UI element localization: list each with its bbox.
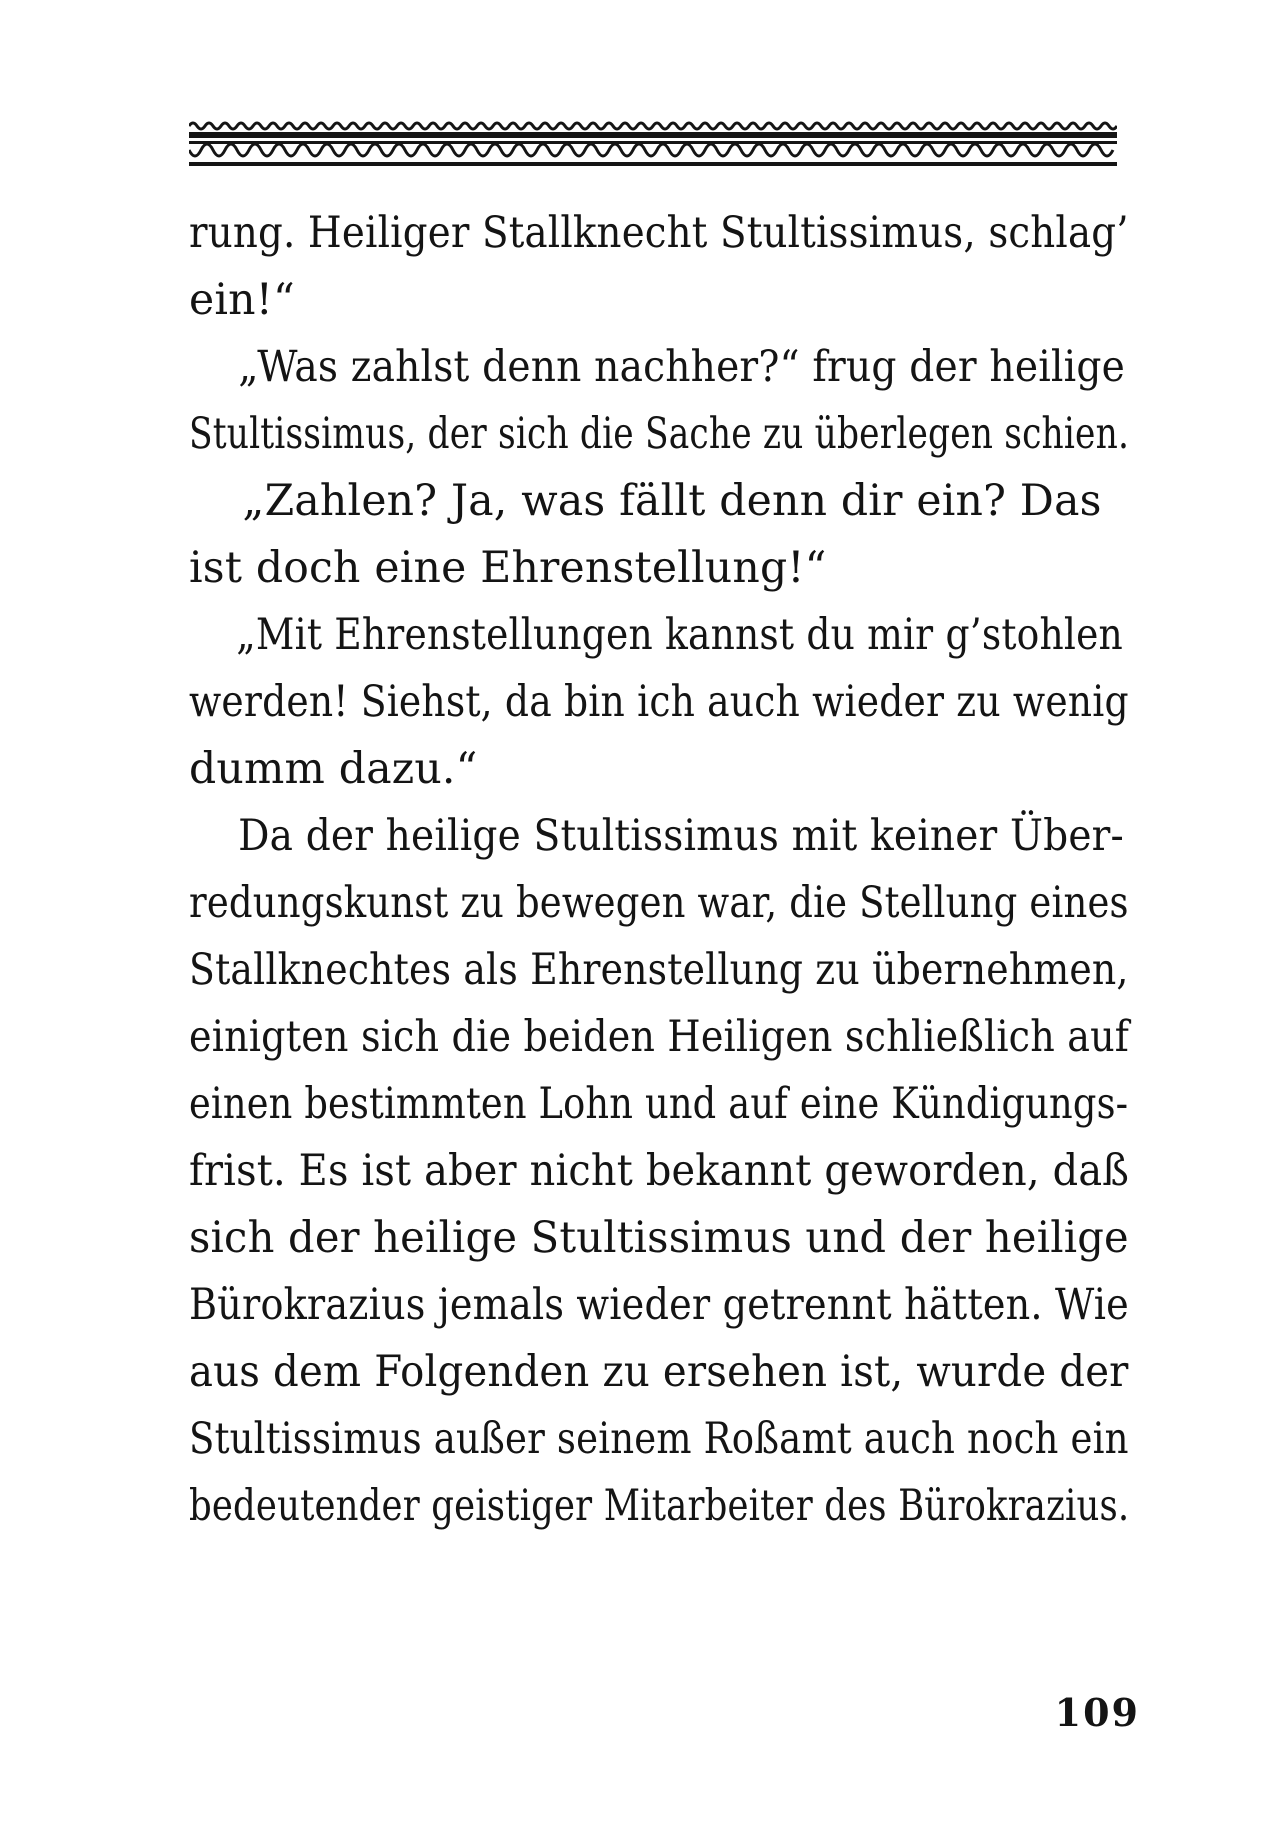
text-line: Bürokrazius jemals wieder getrennt hätten. Wie [189, 1280, 1129, 1330]
text-line: dumm dazu.“ [189, 744, 478, 794]
text-line: sich der heilige Stultissimus und der heilige [189, 1213, 1129, 1263]
text-line: redungskunst zu bewegen war, die Stellung eines [189, 878, 1129, 928]
text-line: Stallknechtes als Ehrenstellung zu übernehmen, [189, 945, 1129, 995]
text-line: Stultissimus außer seinem Roßamt auch noch ein [189, 1414, 1129, 1464]
text-line: ist doch eine Ehrenstellung!“ [189, 543, 827, 593]
header-ornament [189, 118, 1117, 170]
text-line: Da der heilige Stultissimus mit keiner Über- [238, 811, 1124, 861]
text-line: einen bestimmten Lohn und auf eine Kündigungs- [189, 1079, 1129, 1129]
text-line: „Was zahlst denn nachher?“ frug der heilige [238, 342, 1125, 392]
text-line: werden! Siehst, da bin ich auch wieder zu wenig [189, 677, 1129, 727]
text-line: frist. Es ist aber nicht bekannt geworden, daß [189, 1146, 1130, 1196]
text-line: „Zahlen? Ja, was fällt denn dir ein? Das [242, 476, 1102, 526]
text-line: bedeutender geistiger Mitarbeiter des Bürokrazius. [189, 1481, 1130, 1531]
text-line: rung. Heiliger Stallknecht Stultissimus, schlag’ [189, 208, 1129, 258]
text-line: ein!“ [189, 275, 295, 325]
text-line: Stultissimus, der sich die Sache zu überlegen schien. [189, 409, 1130, 459]
text-line: einigten sich die beiden Heiligen schließlich auf [189, 1012, 1130, 1062]
body-text [189, 200, 1139, 1540]
page-number: 109 [1054, 1690, 1140, 1735]
text-line: „Mit Ehrenstellungen kannst du mir g’stohlen [236, 610, 1123, 660]
text-line: aus dem Folgenden zu ersehen ist, wurde der [189, 1347, 1129, 1397]
